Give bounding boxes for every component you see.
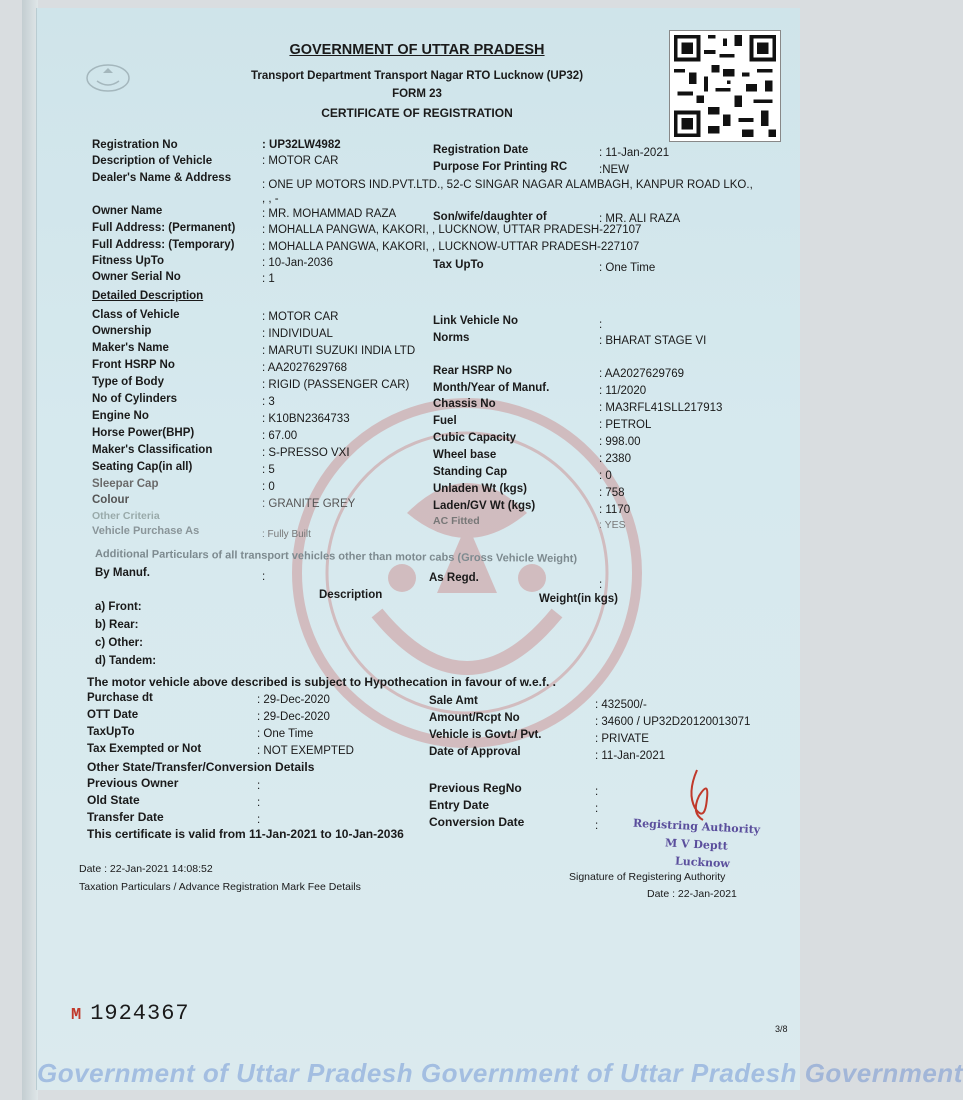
print-date: Date : 22-Jan-2021 14:08:52 xyxy=(79,863,213,875)
approval-label: Date of Approval xyxy=(429,746,521,758)
by-manuf-value: : xyxy=(262,571,266,583)
seat-label: Seating Cap(in all) xyxy=(92,461,193,473)
manuf-value: : 11/2020 xyxy=(599,385,647,397)
rear-axle-label: b) Rear: xyxy=(95,619,139,631)
body-label: Type of Body xyxy=(92,376,164,388)
owner-serial-value: : 1 xyxy=(262,273,275,285)
reg-no-value: : UP32LW4982 xyxy=(262,139,341,151)
cyl-value: : 3 xyxy=(262,396,275,408)
chassis-label: Chassis No xyxy=(433,398,496,410)
ott-value: : 29-Dec-2020 xyxy=(257,711,330,723)
unladen-value: : 758 xyxy=(599,487,625,499)
signature-label: Signature of Registering Authority xyxy=(569,871,726,883)
sleeper-label: Sleepar Cap xyxy=(92,478,159,490)
govt-pvt-value: : PRIVATE xyxy=(595,733,649,745)
govt-pvt-label: Vehicle is Govt./ Pvt. xyxy=(429,729,542,741)
conversion-value: : xyxy=(595,820,599,832)
laden-value: : 1170 xyxy=(599,504,631,516)
reg-no-label: Registration No xyxy=(92,139,178,151)
old-state-label: Old State xyxy=(87,793,140,807)
tax-value: : One Time xyxy=(599,262,656,274)
maker-label: Maker's Name xyxy=(92,342,169,354)
owner-serial-label: Owner Serial No xyxy=(92,271,181,283)
stand-value: : 0 xyxy=(599,470,612,482)
purchase-label: Purchase dt xyxy=(87,692,153,704)
form-title: FORM 23 xyxy=(392,88,442,100)
registration-certificate xyxy=(36,8,963,1090)
desc-label: Description of Vehicle xyxy=(92,155,213,167)
department-title: Transport Department Transport Nagar RTO Lucknow (UP32) xyxy=(250,70,584,82)
other-criteria-label: Other Criteria xyxy=(92,510,160,522)
detailed-heading: Detailed Description xyxy=(92,290,204,302)
hypothecation-text: The motor vehicle above described is subject to Hypothecation in favour of w.e.f. . xyxy=(87,675,556,689)
taxation-text: Taxation Particulars / Advance Registration Mark Fee Details xyxy=(79,881,361,893)
by-manuf-label: By Manuf. xyxy=(95,567,150,579)
prev-owner-label: Previous Owner xyxy=(87,776,179,790)
dealer-label: Dealer's Name & Address xyxy=(92,172,232,184)
ownership-label: Ownership xyxy=(92,325,152,337)
engine-value: : K10BN2364733 xyxy=(262,413,350,425)
norms-label: Norms xyxy=(433,332,470,344)
dealer-value-cont: , , - xyxy=(262,193,279,205)
class-label: Class of Vehicle xyxy=(92,309,180,321)
govt-title: GOVERNMENT OF UTTAR PRADESH xyxy=(289,42,545,58)
owner-label: Owner Name xyxy=(92,205,163,217)
fuel-value: : PETROL xyxy=(599,419,652,431)
link-value: : xyxy=(599,319,603,331)
maker-value: : MARUTI SUZUKI INDIA LTD xyxy=(262,345,416,357)
weight-label: Weight(in kgs) xyxy=(539,593,619,605)
relation-value: : MR. ALI RAZA xyxy=(599,213,681,225)
other-state-heading: Other State/Transfer/Conversion Details xyxy=(87,760,315,774)
serial-digits: 1924367 xyxy=(90,1001,190,1026)
seat-value: : 5 xyxy=(262,464,275,476)
purpose-label: Purpose For Printing RC xyxy=(433,161,568,173)
description-label: Description xyxy=(319,589,383,601)
stamp-line-3: Lucknow xyxy=(674,854,731,871)
body-value: : RIGID (PASSENGER CAR) xyxy=(262,379,410,391)
serial-number xyxy=(71,1001,190,1026)
as-regd-value: : xyxy=(599,579,603,591)
dealer-value: : ONE UP MOTORS IND.PVT.LTD., 52-C SINGAR NAGAR ALAMBAGH, KANPUR ROAD LKO., xyxy=(262,179,753,191)
validity-text: This certificate is valid from 11-Jan-2021 to 10-Jan-2036 xyxy=(87,827,404,841)
reg-date-value: : 11-Jan-2021 xyxy=(599,147,670,159)
engine-label: Engine No xyxy=(92,410,149,422)
additional-heading: Additional Particulars of all transport vehicles other than motor cabs (Gross Vehicle Weight) xyxy=(94,548,578,566)
entry-label: Entry Date xyxy=(429,798,490,812)
addr-temp-label: Full Address: (Temporary) xyxy=(92,239,235,251)
ac-value: : YES xyxy=(599,519,626,531)
cc-label: Cubic Capacity xyxy=(433,432,517,444)
stand-label: Standing Cap xyxy=(433,466,508,478)
chassis-value: : MA3RFL41SLL217913 xyxy=(599,402,723,414)
as-regd-label: As Regd. xyxy=(429,572,479,584)
exempt-value: : NOT EXEMPTED xyxy=(257,745,354,757)
mclass-label: Maker's Classification xyxy=(92,444,213,456)
addr-temp-value: : MOHALLA PANGWA, KAKORI, , LUCKNOW-UTTAR PRADESH-227107 xyxy=(262,241,640,253)
old-state-value: : xyxy=(257,797,261,809)
relation-label: Son/wife/daughter of xyxy=(433,211,547,223)
cc-value: : 998.00 xyxy=(599,436,641,448)
manuf-label: Month/Year of Manuf. xyxy=(433,382,550,394)
serial-prefix: M xyxy=(71,1006,83,1025)
amount-label: Amount/Rcpt No xyxy=(429,712,520,724)
norms-value: : BHARAT STAGE VI xyxy=(599,335,707,347)
sale-label: Sale Amt xyxy=(429,695,478,707)
front-axle-label: a) Front: xyxy=(95,601,142,613)
entry-value: : xyxy=(595,803,599,815)
ownership-value: : INDIVIDUAL xyxy=(262,328,333,340)
exempt-label: Tax Exempted or Not xyxy=(87,743,202,755)
purchase-as-value: : Fully Built xyxy=(262,529,311,540)
purchase-value: : 29-Dec-2020 xyxy=(257,694,330,706)
front-hsrp-label: Front HSRP No xyxy=(92,359,175,371)
transfer-label: Transfer Date xyxy=(87,810,164,824)
sale-value: : 432500/- xyxy=(595,699,647,711)
approval-value: : 11-Jan-2021 xyxy=(595,750,666,762)
page-number: 3/8 xyxy=(775,1024,788,1034)
rear-hsrp-value: : AA2027629769 xyxy=(599,368,685,380)
purpose-value: :NEW xyxy=(599,164,630,176)
colour-label: Colour xyxy=(92,494,130,506)
prev-reg-label: Previous RegNo xyxy=(429,781,522,795)
fitness-value: : 10-Jan-2036 xyxy=(262,257,333,269)
taxupto-label: TaxUpTo xyxy=(87,726,135,738)
ott-label: OTT Date xyxy=(87,709,139,721)
transfer-value: : xyxy=(257,814,261,826)
fitness-label: Fitness UpTo xyxy=(92,255,164,267)
link-label: Link Vehicle No xyxy=(433,315,518,327)
ac-label: AC Fitted xyxy=(433,515,480,527)
tandem-axle-label: d) Tandem: xyxy=(95,655,157,667)
owner-value: : MR. MOHAMMAD RAZA xyxy=(262,208,397,220)
sleeper-value: : 0 xyxy=(262,481,275,493)
purchase-as-label: Vehicle Purchase As xyxy=(92,525,200,537)
stamp-line-1: Registring Authority xyxy=(632,816,761,837)
prev-reg-value: : xyxy=(595,786,599,798)
desc-value: : MOTOR CAR xyxy=(262,155,339,167)
fuel-label: Fuel xyxy=(433,415,457,427)
certificate-title: CERTIFICATE OF REGISTRATION xyxy=(321,106,513,120)
taxupto-value: : One Time xyxy=(257,728,314,740)
rear-hsrp-label: Rear HSRP No xyxy=(433,365,513,377)
signature-date: Date : 22-Jan-2021 xyxy=(647,888,737,900)
prev-owner-value: : xyxy=(257,780,261,792)
mclass-value: : S-PRESSO VXI xyxy=(262,447,350,459)
wheel-value: : 2380 xyxy=(599,453,631,465)
amount-value: : 34600 / UP32D20120013071 xyxy=(595,716,751,728)
addr-perm-value: : MOHALLA PANGWA, KAKORI, , LUCKNOW, UTTAR PRADESH-227107 xyxy=(262,224,642,236)
security-band-text: Government of Uttar Pradesh Government of Uttar Pradesh Government xyxy=(37,1058,963,1088)
class-value: : MOTOR CAR xyxy=(262,311,339,323)
laden-label: Laden/GV Wt (kgs) xyxy=(433,500,536,512)
other-axle-label: c) Other: xyxy=(95,637,143,649)
tax-label: Tax UpTo xyxy=(433,259,484,271)
hp-value: : 67.00 xyxy=(262,430,298,442)
stamp-line-2: M V Deptt xyxy=(664,836,729,853)
conversion-label: Conversion Date xyxy=(429,815,525,829)
cyl-label: No of Cylinders xyxy=(92,393,177,405)
reg-date-label: Registration Date xyxy=(433,144,529,156)
colour-value: : GRANITE GREY xyxy=(262,498,356,510)
addr-perm-label: Full Address: (Permanent) xyxy=(92,222,236,234)
front-hsrp-value: : AA2027629768 xyxy=(262,362,348,374)
hp-label: Horse Power(BHP) xyxy=(92,427,195,439)
wheel-label: Wheel base xyxy=(433,449,497,461)
unladen-label: Unladen Wt (kgs) xyxy=(433,483,527,495)
